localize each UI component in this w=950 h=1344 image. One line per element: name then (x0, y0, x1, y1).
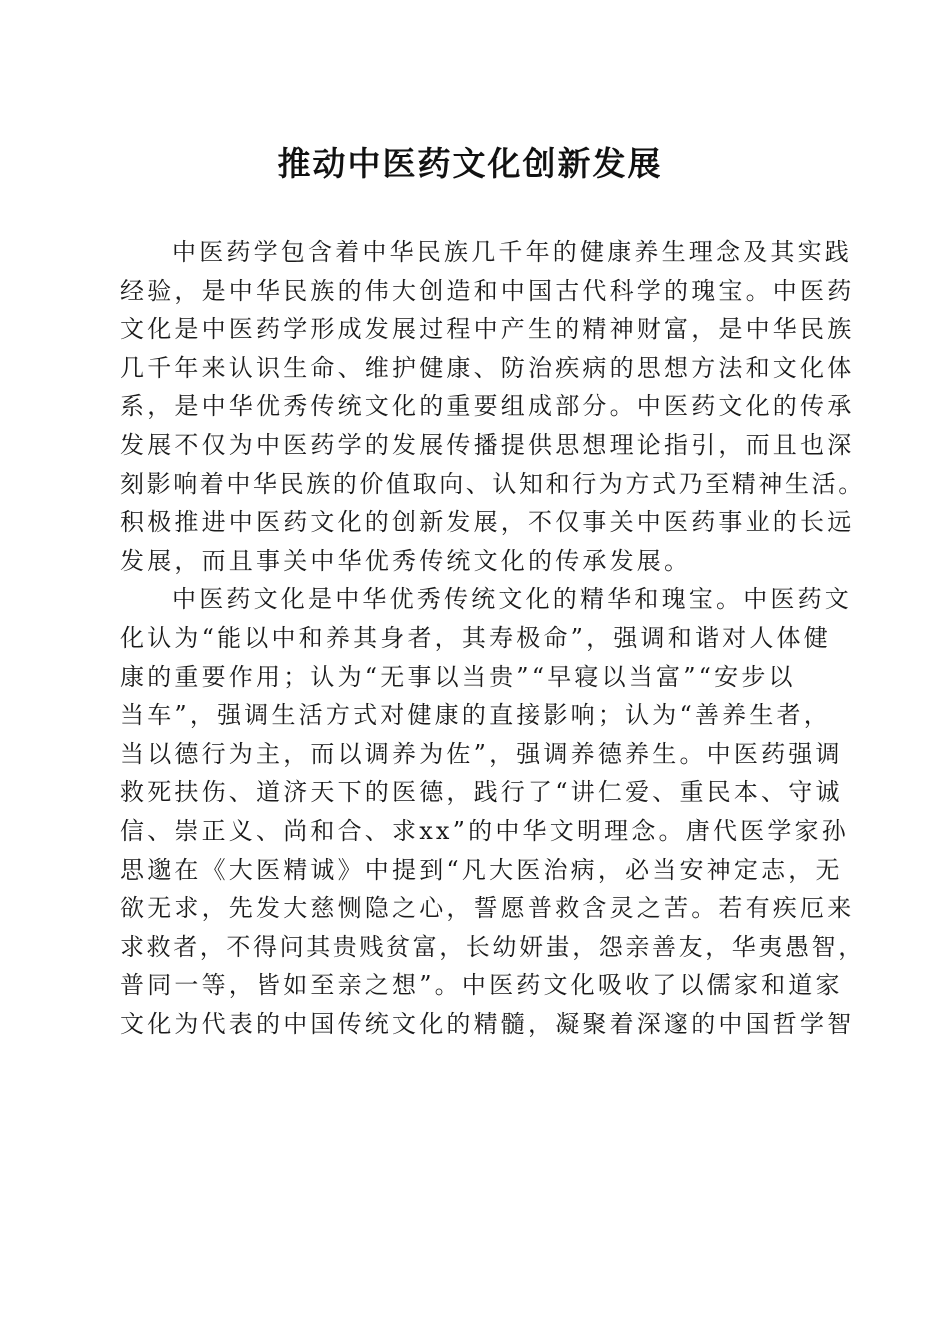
text-line: 救死扶伤、道济天下的医德，践行了“讲仁爱、重民本、守诚 (120, 778, 843, 807)
text-line: 信、崇正义、尚和合、求xx”的中华文明理念。唐代医学家孙 (120, 816, 849, 845)
paragraph-1 (120, 233, 865, 580)
text-line: 中医药学包含着中华民族几千年的健康养生理念及其实践 (172, 238, 852, 266)
text-line: 几千年来认识生命、维护健康、防治疾病的思想方法和文化体 (120, 353, 855, 382)
paragraph-2 (120, 580, 865, 1043)
text-line: 系，是中华优秀传统文化的重要组成部分。中医药文化的传承 (120, 392, 855, 421)
document-body (120, 233, 865, 1043)
document-title: 推动中医药文化创新发展 (277, 144, 663, 183)
text-line: 康的重要作用；认为“无事以当贵”“早寝以当富”“安步以 (120, 662, 796, 691)
text-line: 刻影响着中华民族的价值取向、认知和行为方式乃至精神生活。 (120, 469, 865, 498)
text-line: 当以德行为主，而以调养为佐”，强调养德养生。中医药强调 (120, 739, 843, 768)
text-line: 发展不仅为中医药学的发展传播提供思想理论指引，而且也深 (120, 430, 855, 459)
text-line: 文化为代表的中国传统文化的精髓，凝聚着深邃的中国哲学智 (120, 1009, 855, 1038)
text-line: 欲无求，先发大慈恻隐之心，誓愿普救含灵之苦。若有疾厄来 (120, 894, 855, 923)
text-line: 文化是中医药学形成发展过程中产生的精神财富，是中华民族 (120, 315, 855, 344)
text-line: 化认为“能以中和养其身者，其寿极命”，强调和谐对人体健 (120, 623, 831, 652)
text-line: 经验，是中华民族的伟大创造和中国古代科学的瑰宝。中医药 (120, 276, 855, 305)
text-line: 思邈在《大医精诚》中提到“凡大医治病，必当安神定志，无 (120, 855, 843, 884)
text-line: 当车”，强调生活方式对健康的直接影响；认为“善养生者， (120, 701, 831, 730)
text-line: 积极推进中医药文化的创新发展，不仅事关中医药事业的长远 (120, 508, 855, 537)
text-line: 中医药文化是中华优秀传统文化的精华和瑰宝。中医药文 (172, 585, 852, 614)
text-line: 发展，而且事关中华优秀传统文化的传承发展。 (120, 546, 692, 575)
text-line: 普同一等，皆如至亲之想”。中医药文化吸收了以儒家和道家 (120, 971, 843, 1000)
text-line: 求救者，不得问其贵贱贫富，长幼妍蚩，怨亲善友，华夷愚智， (120, 932, 865, 961)
